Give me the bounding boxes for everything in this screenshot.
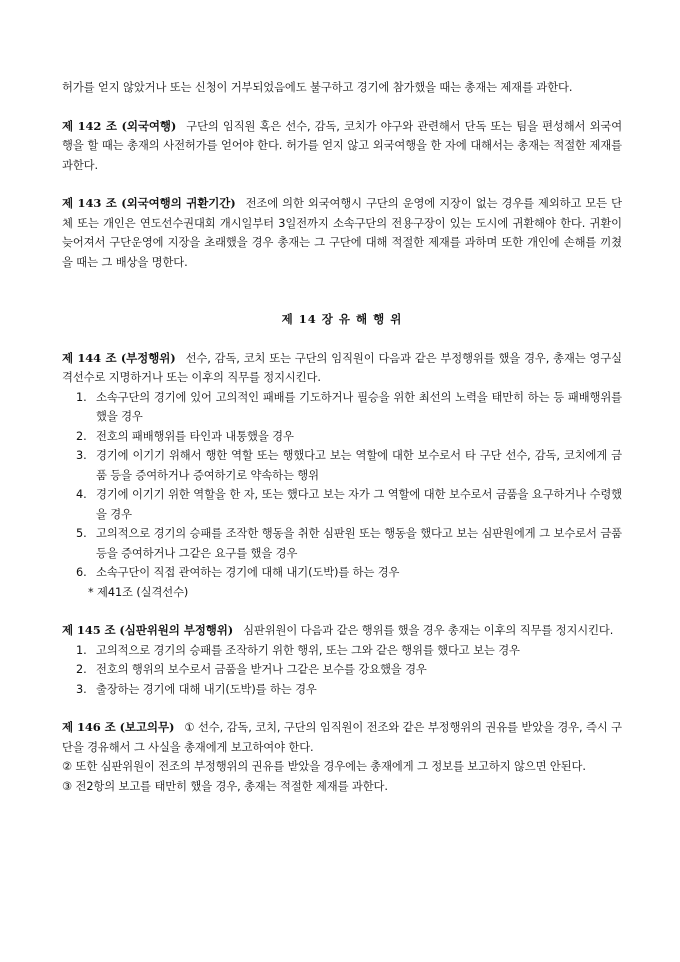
document-page [62,78,622,796]
list-item [62,388,622,427]
list-item [62,641,622,661]
item-text: 출장하는 경기에 대해 내기(도박)를 하는 경우 [96,682,317,696]
item-number: 2. [76,663,87,676]
article-146-heading: 제 146 조 (보고의무) [62,720,175,734]
item-number: 5. [76,527,87,540]
article-144-heading: 제 144 조 (부정행위) [62,350,176,365]
article-144 [62,349,622,388]
article-146-clause-3: ③ 전2항의 보고를 태만히 했을 경우, 총재는 적절한 제재를 과한다. [62,779,388,793]
article-142-text: 구단의 임직원 혹은 선수, 감독, 코치가 야구와 관련해서 단독 또는 팀을 편성해서 외국여행을 할 때는 총재의 사전허가를 얻어야 한다. 허가를 얻지 않고 외국여행을 한 자에 대해서는 총재는 적절한 제재를 과한다. [62,119,623,172]
list-item [62,485,622,524]
list-item [62,446,622,485]
item-text: 소속구단의 경기에 있어 고의적인 패배를 기도하거나 필승을 위한 최선의 노력을 태만히 하는 등 패배행위를 했을 경우 [96,390,622,423]
item-text: 고의적으로 경기의 승패를 조작하기 위한 행위, 또는 그와 같은 행위를 했다고 보는 경우 [96,643,520,657]
article-145 [62,621,622,641]
item-text: 고의적으로 경기의 승패를 조작한 행동을 취한 심판원 또는 행동을 했다고 보는 심판원에게 그 보수로서 금품 등을 증여하거나 그같은 요구를 했을 경우 [96,527,622,560]
intro-paragraph: 허가를 얻지 않았거나 또는 신청이 거부되었음에도 불구하고 경기에 참가했을 때는 총재는 제재를 과한다. [62,81,573,94]
item-text: 전호의 패배행위를 타인과 내통했을 경우 [96,429,294,443]
item-number: 3. [76,449,87,462]
article-145-text: 심판위원이 다음과 같은 행위를 했을 경우 총재는 이후의 직무를 정지시킨다. [243,624,614,637]
article-145-items [62,641,622,700]
article-145-heading: 제 145 조 (심판위원의 부정행위) [62,623,234,637]
item-text: 전호의 행위의 보수로서 금품을 받거나 그같은 보수를 강요했을 경우 [96,663,427,676]
article-144-text: 선수, 감독, 코치 또는 구단의 임직원이 다음과 같은 부정행위를 했을 경우, 총재는 영구실격선수로 지명하거나 또는 이후의 직무를 정지시킨다. [62,351,622,384]
article-144-items [62,388,622,583]
article-146-clause-1: ① 선수, 감독, 코치, 구단의 임직원이 전조와 같은 부정행위의 권유를 받았을 경우, 즉시 구단을 경유해서 그 사실을 총재에게 보고하여야 한다. [62,721,622,754]
item-number: 2. [76,429,87,443]
list-item [62,660,622,680]
item-number: 4. [76,488,87,501]
item-text: 소속구단이 직접 관여하는 경기에 대해 내기(도박)를 하는 경우 [96,566,400,579]
list-item [62,563,622,583]
item-number: 1. [76,390,87,404]
list-item [62,427,622,447]
article-146 [62,718,622,757]
list-item [62,524,622,563]
list-item [62,680,622,700]
item-number: 1. [76,643,87,657]
article-143-heading: 제 143 조 (외국여행의 귀환기간) [62,196,236,210]
article-142 [62,117,622,176]
item-text: 경기에 이기기 위해서 행한 역할 또는 행했다고 보는 역할에 대한 보수로서 타 구단 선수, 감독, 코치에게 금품 등을 증여하거나 증여하기로 약속하는 행위 [96,449,622,482]
article-146-clause-2: ② 또한 심판위원이 전조의 부정행위의 권유를 받았을 경우에는 총재에게 그 정보를 보고하지 않으면 안된다. [62,760,586,773]
item-number: 3. [76,682,87,696]
article-143 [62,194,622,272]
chapter-heading: 제 14 장 유 해 행 위 [281,312,403,326]
item-number: 6. [76,566,87,579]
article-143-text: 전조에 의한 외국여행시 구단의 운영에 지장이 없는 경우를 제외하고 모든 단체 또는 개인은 연도선수권대회 개시일부터 3일전까지 소속구단의 전용구장이 있는 도시에 귀환해야 한다. 귀환이 늦어져서 구단운영에 지장을 초래했을 경우 총재는 그 구단에 대해 적절한 제재를 과하며 또한 개인에 손해를 끼쳤을 때는 그 배상을 명한다. [62,197,622,269]
item-text: 경기에 이기기 위한 역할을 한 자, 또는 했다고 보는 자가 그 역할에 대한 보수로서 금품을 요구하거나 수령했을 경우 [96,488,622,521]
reference-note: * 제41조 (실격선수) [88,585,189,599]
article-142-heading: 제 142 조 (외국여행) [62,118,177,133]
